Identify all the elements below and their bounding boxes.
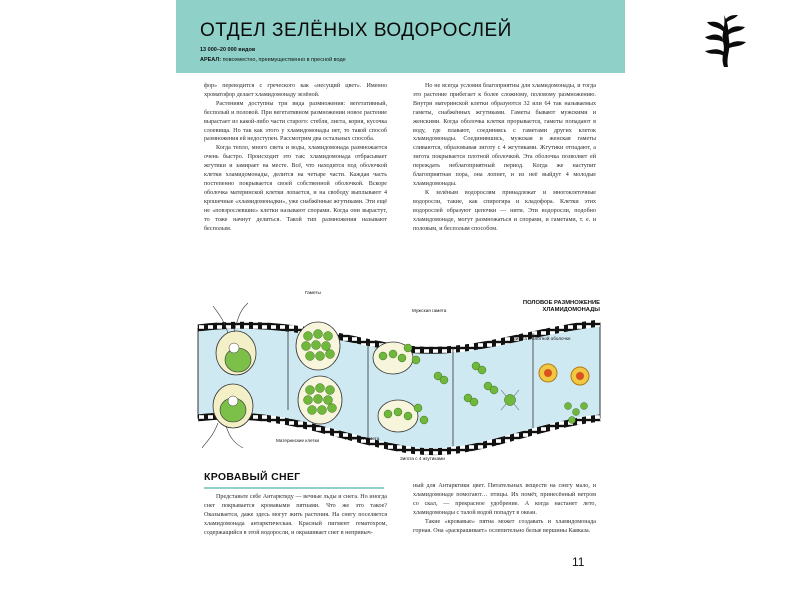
figure-caption: ПОЛОВОЕ РАЗМНОЖЕНИЕ ХЛАМИДОМОНАДЫ bbox=[522, 300, 600, 313]
right-paragraph-2: К зелёным водорослям принадлежат и многоклеточные водоросли, такие, как спирогира и кладофора. Клетки этих водорослей образуют цепочки — нити. Эти водоросли, подобно хламидомонаде, могут размножаться и спорами, и гаметами, т. е. и половым, и бесполым способом. bbox=[413, 189, 596, 232]
gamete-cell-top bbox=[296, 322, 340, 370]
species-count: 13 000–20 000 видов bbox=[200, 47, 256, 53]
gamete-cell-bottom bbox=[298, 376, 342, 424]
area-text: повсеместно, преимущественно в пресной воде bbox=[222, 57, 346, 63]
left-paragraph-2: Растениям доступны три вида размножения: вегетативный, бесполый и половой. При вегетативном размножении новое растение вырастает из какой-либо части старого: стебля, листа, корня, кусочка слоевища. Но так как этого у хламидомонады нет, то такой способ размножения ей недоступен. Рассмотрим два остальных способа. bbox=[204, 100, 387, 143]
right-column bbox=[413, 82, 596, 233]
label-zygote-flagella: Зигота с 4 жгутиками bbox=[400, 456, 445, 461]
area-label: АРЕАЛ: bbox=[200, 57, 222, 63]
section-left-column bbox=[204, 493, 387, 538]
area-line bbox=[200, 57, 346, 63]
section-left-paragraph: Представьте себе Антарктиду — вечные льды и снега. Но иногда снег покрывается кровавыми пятнами. Что же это такое? Оказывается, даже здесь могут жить растения. На снегу поселяется хламидомонада антарктическая. Красный пигмент гематохром, содержащийся в этой водоросли, и окрашивает снег в непривыч- bbox=[204, 494, 387, 536]
section-right-paragraph-1: ный для Антарктики цвет. Питательных веществ на снегу мало, и хламидомонаде помогают… птицы. Их помёт, принесённый ветром со скал, — прекрасное удобрение. А когда настанет лето, хламидомонады с талой водой попадут в океан. bbox=[413, 483, 596, 516]
label-zygote-shell: Зигота в плотной оболочке bbox=[513, 336, 571, 341]
right-paragraph-1: Но не всегда условия благоприятны для хламидомонады, и тогда это растение прибегает к более сложному, половому размножению. Внутри материнской клетки образуются 32 или 64 так называемых гаметы, снабжённых жгутиками. Гаметы бывают мужскими и женскими. Когда оболочка клетки прорывается, гаметы попадают в воду, где плавают, соединяясь с гаметами других клеток хламидомонады. Соединившись, мужская и женская гаметы сливаются, образовывая зиготу с 4 жгутиками. Жгутики отпадают, а зигота покрывается плотной оболочкой. Эта оболочка позволяет ей переждать неблагоприятный период. Когда же наступит благоприятная пора, она лопнет, и из неё выйдут 4 молодые хламидомонады. bbox=[413, 83, 596, 187]
left-paragraph-1: фор» переводится с греческого как «несущий цвет». Именно хроматофор делает хламидомонаду зелёной. bbox=[204, 83, 387, 98]
header-band bbox=[176, 0, 625, 73]
label-male-gamete: Мужская гамета bbox=[412, 308, 447, 313]
section-title: КРОВАВЫЙ СНЕГ bbox=[204, 471, 301, 483]
label-gametes: Гаметы bbox=[305, 290, 321, 295]
seaweed-icon bbox=[696, 12, 752, 68]
zygote-shell-1 bbox=[539, 364, 557, 382]
section-divider bbox=[204, 487, 384, 489]
label-female-gamete: Женская гамета bbox=[345, 436, 380, 441]
section-right-column bbox=[413, 482, 596, 535]
zygote-shell-2 bbox=[571, 367, 589, 385]
left-column bbox=[204, 82, 387, 233]
film-strip-diagram bbox=[188, 288, 608, 463]
label-mother-cells: Материнские клетки bbox=[276, 438, 320, 443]
page-number: 11 bbox=[572, 555, 585, 569]
reproduction-illustration bbox=[188, 288, 608, 463]
section-right-paragraph-2: Такие «кровавые» пятна может создавать и хламидомонада горная. Она «раскрашивает» ослепительно белые вершины Кавказа. bbox=[413, 518, 596, 534]
page-title: ОТДЕЛ ЗЕЛЁНЫХ ВОДОРОСЛЕЙ bbox=[200, 20, 512, 41]
left-paragraph-3: Когда тепло, много света и воды, хламидомонада размножается очень быстро. Происходит это так: хламидомонада отбрасывает жгутики и замирает на месте. Всё, что находится под оболочкой клетки хламидомонады, делится на четыре части. Каждая часть постепенно покрывается своей собственной оболочкой. Вскоре оболочка материнской клетки лопается, и на свободу выплывают 4 крошечные «хламидомонадки», уже снабжённые жгутиками. Эти ещё не «повзрослевшие» клетки называют спорами. Когда они вырастут, то тоже начнут делиться. Такой тип размножения называют бесполым. bbox=[204, 145, 387, 232]
